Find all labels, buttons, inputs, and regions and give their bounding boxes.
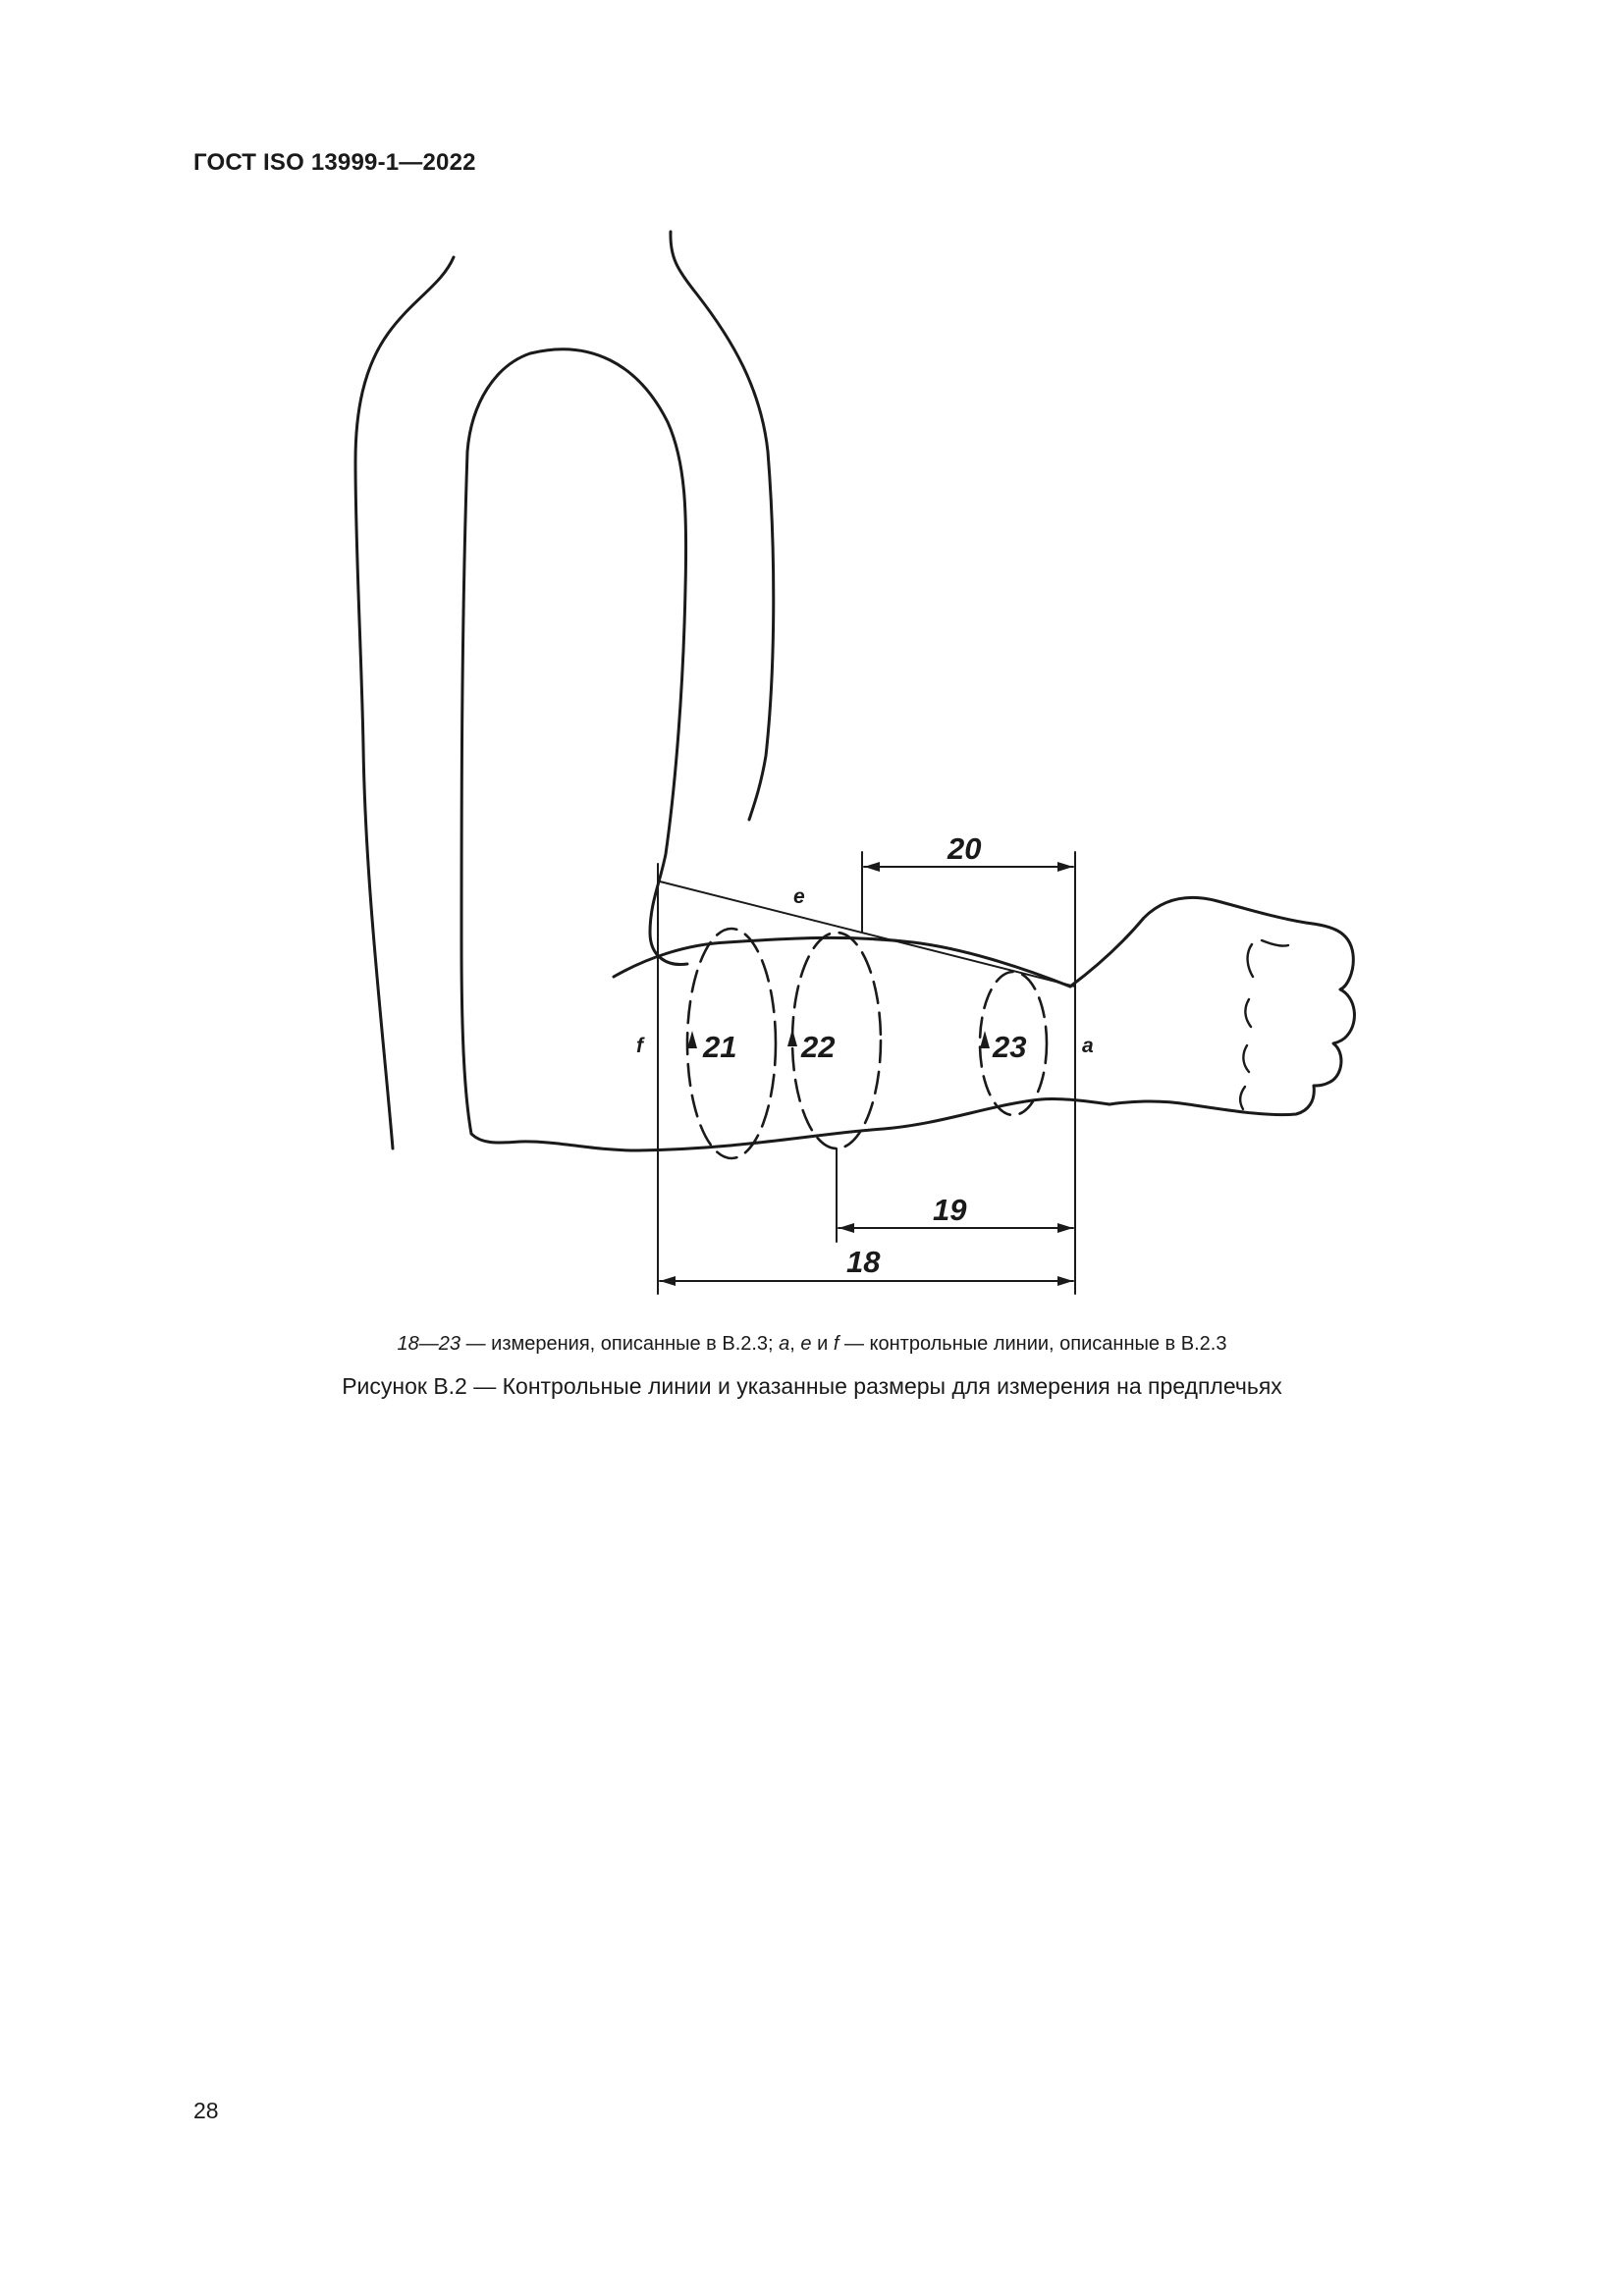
forearm-lower-outline [471,1098,1110,1150]
document-code-header: ГОСТ ISO 13999-1—2022 [193,149,476,176]
figure-legend [0,1331,1624,1357]
torso-outline [355,257,454,1148]
label-22: 22 [801,1030,836,1064]
legend-line-a: a [779,1333,790,1355]
label-21: 21 [703,1030,737,1064]
legend-line-e: e [800,1333,812,1355]
legend-line-f: f [833,1333,839,1355]
label-20: 20 [947,831,982,866]
label-f: f [636,1035,643,1057]
hand-outline [1070,897,1354,1114]
label-a: a [1082,1035,1094,1057]
forearm-upper-outline [614,937,1070,987]
label-e: e [793,885,805,908]
legend-sep: , [789,1333,801,1355]
label-19: 19 [933,1193,967,1227]
label-18: 18 [846,1245,881,1279]
label-23: 23 [993,1030,1027,1064]
legend-conj: и [811,1333,834,1355]
page-number: 28 [193,2098,219,2123]
legend-range-text: — измерения, описанные в В.2.3; [460,1333,780,1355]
figure-caption: Рисунок В.2 — Контрольные линии и указанные размеры для измерения на предплечьях [342,1373,1282,1399]
upper-arm-outline [461,349,687,1134]
legend-lines-text: — контрольные линии, описанные в В.2.3 [839,1333,1227,1355]
legend-range: 18—23 [397,1333,461,1355]
